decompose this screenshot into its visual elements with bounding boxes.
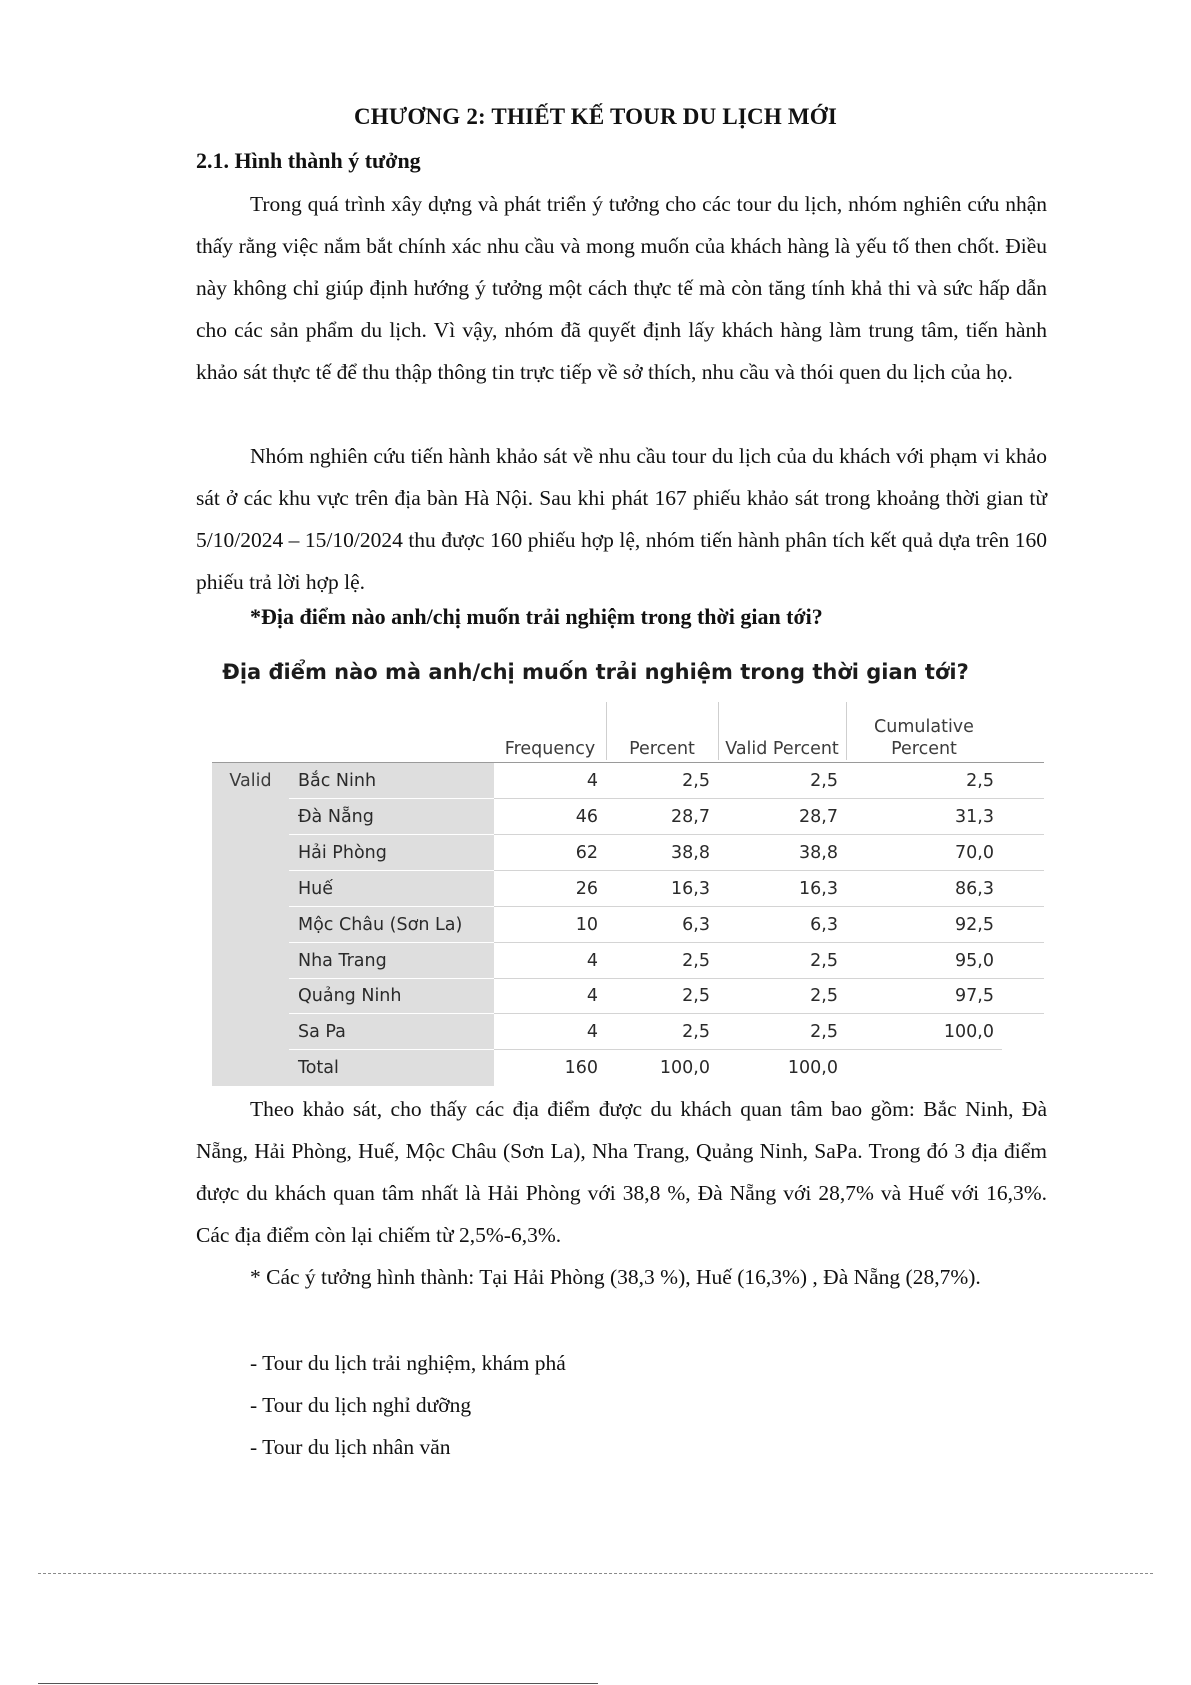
- paragraph-ideas: [196, 1256, 1047, 1298]
- chapter-title: CHƯƠNG 2: THIẾT KẾ TOUR DU LỊCH MỚI: [353, 104, 838, 129]
- cell-valid-percent: 6,3: [810, 914, 838, 935]
- row-label: Mộc Châu (Sơn La): [298, 914, 463, 935]
- cell-percent: 2,5: [682, 1022, 710, 1043]
- table-row: [212, 1050, 1044, 1086]
- cell-valid-percent: 38,8: [799, 842, 838, 863]
- cell-cumulative: [892, 1050, 994, 1086]
- footer-rule: [38, 1683, 598, 1684]
- cell-valid-percent: 2,5: [810, 771, 838, 791]
- bullet-item: - Tour du lịch nghỉ dưỡng: [250, 1393, 472, 1417]
- bullet-item: - Tour du lịch trải nghiệm, khám phá: [250, 1351, 566, 1375]
- row-label: Nha Trang: [298, 950, 387, 971]
- cell-valid-percent: 2,5: [810, 950, 838, 971]
- cell-frequency: 62: [575, 842, 598, 863]
- cell-frequency: 4: [586, 1022, 598, 1043]
- section-heading: 2.1. Hình thành ý tưởng: [196, 148, 421, 173]
- cell-cumulative: 70,0: [955, 842, 994, 863]
- table-row: [212, 799, 1044, 835]
- row-label: Total: [298, 1058, 339, 1079]
- cell-cumulative: 31,3: [955, 806, 994, 827]
- footer-dashed-divider: [38, 1573, 1153, 1574]
- cell-percent: 2,5: [682, 950, 710, 971]
- row-label: Huế: [298, 878, 334, 899]
- row-label: Đà Nẵng: [298, 806, 374, 827]
- paragraph-ideas-text: * Các ý tưởng hình thành: Tại Hải Phòng (38,3 %), Huế (16,3%) , Đà Nẵng (28,7%).: [250, 1265, 981, 1289]
- cell-cumulative: 92,5: [955, 914, 994, 935]
- cell-percent: 2,5: [682, 986, 710, 1007]
- cell-percent: 28,7: [671, 806, 710, 827]
- row-label: Hải Phòng: [298, 842, 387, 863]
- cell-frequency: 46: [575, 806, 598, 827]
- table-row: [212, 943, 1044, 979]
- cell-cumulative: 2,5: [966, 771, 994, 791]
- cell-percent: 16,3: [671, 878, 710, 899]
- cell-valid-percent: 2,5: [810, 986, 838, 1007]
- bullet-item: - Tour du lịch nhân văn: [250, 1435, 451, 1459]
- cell-percent: 2,5: [682, 771, 710, 791]
- table-row: [212, 835, 1044, 871]
- table-row: [212, 907, 1044, 943]
- cell-percent: 38,8: [671, 842, 710, 863]
- table-row: [212, 763, 1044, 799]
- paragraph-survey-text: Nhóm nghiên cứu tiến hành khảo sát về nhu cầu tour du lịch của du khách với phạm vi khảo sát ở các khu vực trên địa bàn Hà Nội. Sau khi phát 167 phiếu khảo sát trong khoảng thời gian từ 5/10/2024 – 15/10/2024 thu được 160 phiếu hợp lệ, nhóm tiến hành phân tích kết quả dựa trên 160 phiếu trả lời hợp lệ.: [196, 444, 1047, 594]
- table-title: Địa điểm nào mà anh/chị muốn trải nghiệm trong thời gian tới?: [222, 660, 969, 684]
- row-label: Sa Pa: [298, 1022, 346, 1043]
- header-percent: Percent: [629, 739, 695, 759]
- group-label-valid: Valid: [229, 771, 272, 791]
- header-cumulative-percent: [846, 702, 1002, 762]
- cell-cumulative: 97,5: [955, 986, 994, 1007]
- paragraph-results: [196, 1088, 1047, 1256]
- paragraph-results-text: Theo khảo sát, cho thấy các địa điểm được du khách quan tâm bao gồm: Bắc Ninh, Đà Nẵng, Hải Phòng, Huế, Mộc Châu (Sơn La), Nha Trang, Quảng Ninh, SaPa. Trong đó 3 địa điểm được du khách quan tâm nhất là Hải Phòng với 38,8 %, Đà Nẵng với 28,7% và Huế với 16,3%. Các địa điểm còn lại chiếm từ 2,5%-6,3%.: [196, 1097, 1047, 1247]
- cell-frequency: 160: [564, 1058, 598, 1079]
- row-label: Quảng Ninh: [298, 986, 402, 1007]
- table-row: [212, 1014, 1044, 1050]
- cell-valid-percent: 28,7: [799, 806, 838, 827]
- survey-question: *Địa điểm nào anh/chị muốn trải nghiệm trong thời gian tới?: [250, 604, 823, 629]
- paragraph-intro-text: Trong quá trình xây dựng và phát triển ý tưởng cho các tour du lịch, nhóm nghiên cứu nhận thấy rằng việc nắm bắt chính xác nhu cầu và mong muốn của khách hàng là yếu tố then chốt. Điều này không chỉ giúp định hướng ý tưởng một cách thực tế mà còn tăng tính khả thi và sức hấp dẫn cho các sản phẩm du lịch. Vì vậy, nhóm đã quyết định lấy khách hàng làm trung tâm, tiến hành khảo sát thực tế để thu thập thông tin trực tiếp về sở thích, nhu cầu và thói quen du lịch của họ.: [196, 192, 1047, 384]
- frequency-table: [212, 702, 1044, 1086]
- header-valid-percent: Valid Percent: [725, 739, 839, 759]
- paragraph-survey: [196, 435, 1047, 603]
- table-row: [212, 978, 1044, 1014]
- paragraph-intro: [196, 183, 1047, 393]
- cell-cumulative: 100,0: [943, 1022, 994, 1043]
- cell-cumulative: 86,3: [955, 878, 994, 899]
- cell-frequency: 4: [586, 950, 598, 971]
- header-cumulative-line2: Percent: [891, 739, 957, 759]
- header-frequency: Frequency: [504, 739, 596, 759]
- cell-valid-percent: 2,5: [810, 1022, 838, 1043]
- cell-cumulative: 95,0: [955, 950, 994, 971]
- cell-frequency: 10: [575, 914, 598, 935]
- cell-frequency: 26: [575, 878, 598, 899]
- header-cumulative-line1: Cumulative: [874, 717, 974, 737]
- cell-valid-percent: 16,3: [799, 878, 838, 899]
- cell-frequency: 4: [586, 986, 598, 1007]
- cell-percent: 6,3: [682, 914, 710, 935]
- row-label: Bắc Ninh: [298, 771, 377, 791]
- cell-percent: 100,0: [659, 1058, 710, 1079]
- cell-valid-percent: 100,0: [787, 1058, 838, 1079]
- cell-frequency: 4: [586, 771, 598, 791]
- table-row: [212, 871, 1044, 907]
